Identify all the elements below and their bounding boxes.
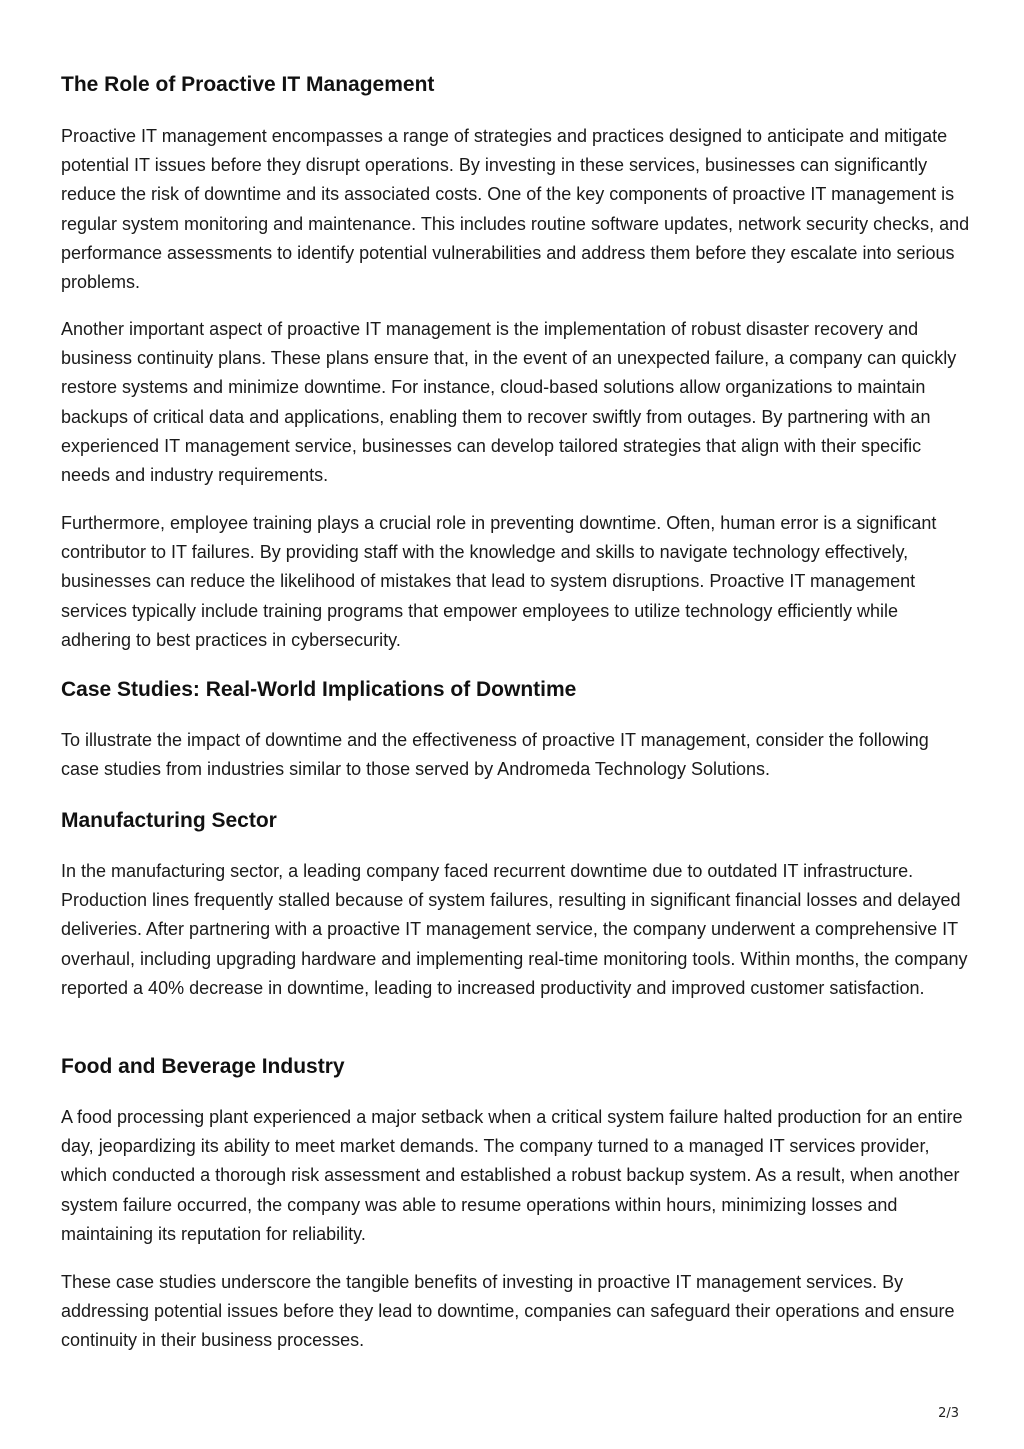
paragraph-proactive-overview: Proactive IT management encompasses a range of strategies and practices designed to anticipate and mitigate potential IT issues before they disrupt operations. By investing in these services, businesses can significantly reduce the risk of downtime and its associated costs. One of the key components of proactive IT management is regular system monitoring and maintenance. This includes routine software updates, network security checks, and performance assessments to identify potential vulnerabilities and address them before they escalate into serious problems.	[61, 126, 970, 293]
section-heading-manufacturing: Manufacturing Sector	[61, 809, 277, 832]
paragraph-food-processing: A food processing plant experienced a major setback when a critical system failure halted production for an entire day, jeopardizing its ability to meet market demands. The company turned to a managed IT services provider, which conducted a thorough risk assessment and established a robust backup system. As a result, when another system failure occurred, the company was able to resume operations within hours, minimizing losses and maintaining its reputation for reliability.	[61, 1107, 963, 1244]
paragraph-conclusion: These case studies underscore the tangible benefits of investing in proactive IT management services. By addressing potential issues before they lead to downtime, companies can safeguard their operations and ensure continuity in their business processes.	[61, 1272, 955, 1351]
section-heading-case-studies: Case Studies: Real-World Implications of Downtime	[61, 678, 577, 701]
paragraph-case-intro: To illustrate the impact of downtime and the effectiveness of proactive IT management, consider the following case studies from industries similar to those served by Andromeda Technology Solutions.	[61, 730, 929, 780]
section-heading-proactive-it: The Role of Proactive IT Management	[61, 73, 435, 96]
page-number: 2/3	[938, 1406, 959, 1421]
paragraph-disaster-recovery: Another important aspect of proactive IT management is the implementation of robust disaster recovery and business continuity plans. These plans ensure that, in the event of an unexpected failure, a company can quickly restore systems and minimize downtime. For instance, cloud-based solutions allow organizations to maintain backups of critical data and applications, enabling them to recover swiftly from outages. By partnering with an experienced IT management service, businesses can develop tailored strategies that align with their specific needs and industry requirements.	[61, 319, 957, 486]
paragraph-manufacturing: In the manufacturing sector, a leading company faced recurrent downtime due to outdated IT infrastructure. Production lines frequently stalled because of system failures, resulting in significant financial losses and delayed deliveries. After partnering with a proactive IT management service, the company underwent a comprehensive IT overhaul, including upgrading hardware and implementing real-time monitoring tools. Within months, the company reported a 40% decrease in downtime, leading to increased productivity and improved customer satisfaction.	[61, 861, 968, 998]
paragraph-employee-training: Furthermore, employee training plays a crucial role in preventing downtime. Often, human error is a significant contributor to IT failures. By providing staff with the knowledge and skills to navigate technology effectively, businesses can reduce the likelihood of mistakes that lead to system disruptions. Proactive IT management services typically include training programs that empower employees to utilize technology efficiently while adhering to best practices in cybersecurity.	[61, 513, 937, 650]
section-heading-food-beverage: Food and Beverage Industry	[61, 1055, 345, 1078]
